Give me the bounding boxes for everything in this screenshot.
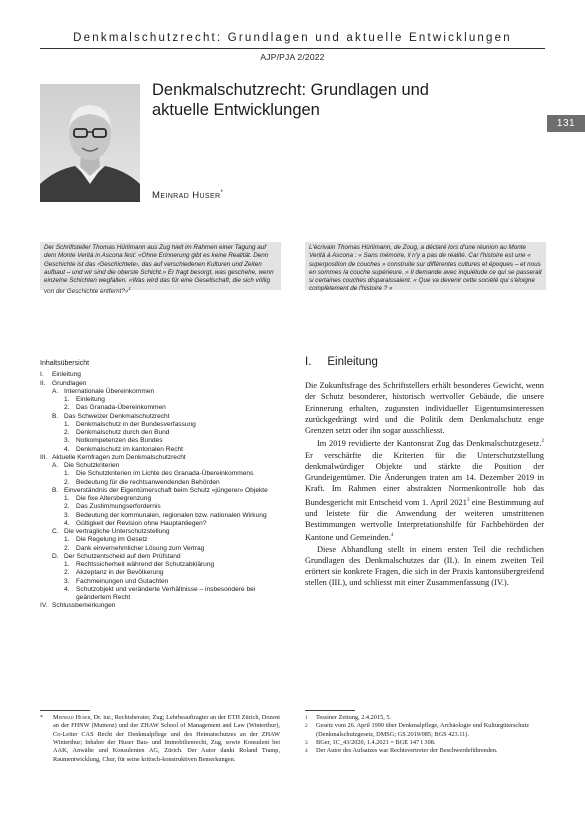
toc-item <box>40 561 290 569</box>
footnote-number: 4 <box>305 748 308 755</box>
toc-item-number: 1. <box>64 536 70 544</box>
toc-item <box>40 536 290 544</box>
author-footnote-text: , Dr. iur., Rechtsberater, Zug; Lehrbeauftragter an der ETH Zürich, Dozent an der FHNW (Muttenz) und der ZHAW School of Management and Law (Winterthur), Co-Leiter CAS Recht der Denkmalpflege und des Heimatschutzes an der ZHAW Winterthur; Inhaber der Huser Bau- und Immobilienrecht, Zug, sowie Konsulent bei AAK, Anwälte und Konsulenten AG, Zürich. Der Autor dankt Roland Tramp, Raumentwicklung, Chur, für seine kritisch-konstruktiven Bemerkungen. <box>53 714 280 763</box>
toc-item <box>40 503 290 511</box>
abstract-german-footnote-mark: 1 <box>128 286 131 292</box>
toc-item <box>40 404 290 412</box>
toc-item-label: Die fixe Altersbegrenzung <box>76 495 152 502</box>
section-heading <box>305 356 378 368</box>
toc-item <box>40 437 290 445</box>
toc-item <box>40 462 290 470</box>
author-byline <box>152 190 223 201</box>
toc-item-number: B. <box>52 412 59 420</box>
toc-item-number: III. <box>40 453 48 461</box>
toc-item-number: 1. <box>64 495 70 502</box>
toc-item <box>40 380 290 388</box>
toc-item <box>40 413 290 421</box>
toc-item <box>40 446 290 454</box>
author-name: Meinrad Huser <box>152 190 221 202</box>
author-portrait-image <box>40 84 140 202</box>
toc-item-number: 3. <box>64 437 70 445</box>
toc-item-label: Denkmalschutz in der Bundesverfassung <box>76 420 196 428</box>
toc-item-label: Rechtssicherheit während der Schutzabklärung <box>76 561 215 568</box>
author-portrait <box>40 84 140 202</box>
toc-item-label: Die vertragliche Unterschutzstellung <box>64 528 170 535</box>
abstract-french-text: L'écrivain Thomas Hürlimann, de Zoug, a déclaré lors d'une réunion au Monte Verità à Ascona : « Sans mémoire, il n'y a pas de réalité. Car l'histoire est une « superposition de couches » construite sur différentes cultures et époques – et nous en sommes la couche supérieure. » Il demande avec inquiétude ce qui se passerait si certaines couches disparaissaient. « Que va devenir cette société qui s'éloigne complètement de l'histoire ? » <box>309 244 542 293</box>
toc-item-label: Denkmalschutz durch den Bund <box>76 429 170 436</box>
toc-item-label: Einleitung <box>52 371 81 379</box>
toc-item-label: Akzeptanz in der Bevölkerung <box>76 569 164 577</box>
toc-item-number: C. <box>52 528 59 535</box>
toc-item-label: Einleitung <box>76 396 105 403</box>
footnote-number: 1 <box>305 715 308 721</box>
section-number: I. <box>305 356 312 368</box>
toc-item-label: Gültigkeit der Revision ohne Hauptanliegen? <box>76 519 207 527</box>
toc-item-number: IV. <box>40 602 48 610</box>
abstract-german <box>40 242 281 296</box>
toc-item-label: Die Schutzkriterien <box>64 462 120 469</box>
footnote-number: 2 <box>305 723 308 730</box>
footnote-text: Gesetz vom 26. April 1990 über Denkmalpflege, Archäologie und Kulturgüterschutz (Denkmalschutzgesetz, DMSG; GS 2019/085; BGS 423.11). <box>316 722 530 738</box>
author-footnote-body <box>53 714 280 764</box>
toc-item <box>40 545 290 553</box>
toc-item-label: Die Regelung im Gesetz <box>76 536 148 544</box>
toc-item-number: 2. <box>64 544 70 552</box>
toc-item-number: II. <box>40 379 46 387</box>
toc-item-label: Dank einvernehmlicher Lösung zum Vertrag <box>76 544 205 552</box>
toc-item-label: Fachmeinungen und Gutachten <box>76 577 169 585</box>
body-text-run: Im 2019 revidierte der Kantonsrat Zug das Denkmalschutzgesetz. <box>317 439 542 449</box>
toc-item-number: 4. <box>64 519 70 527</box>
toc-item-number: 4. <box>64 585 70 593</box>
toc-item-number: 1. <box>64 470 70 478</box>
toc-item <box>40 388 290 396</box>
toc-item-label: Aktuelle Kernfragen zum Denkmalschutzrecht <box>52 453 186 461</box>
toc-item-label: Notkompetenzen des Bundes <box>76 437 163 445</box>
toc-item <box>40 553 290 561</box>
footnote-text: Der Autor des Aufsatzes war Rechtsvertreter der Beschwerdeführenden. <box>316 747 498 755</box>
toc-item-number: I. <box>40 371 44 379</box>
footnote-number: 3 <box>305 740 308 747</box>
toc-item <box>40 487 290 495</box>
toc-item <box>40 454 290 462</box>
toc-item-number: 1. <box>64 420 70 428</box>
toc-item-label: Internationale Übereinkommen <box>64 387 155 395</box>
toc-list <box>40 371 290 610</box>
author-footnote <box>40 714 280 764</box>
abstract-german-text: Der Schriftsteller Thomas Hürlimann aus Zug hielt im Rahmen einer Tagung auf dem Monte Verità in Ascona fest: «Ohne Erinnerung gibt es keine Realität. Denn Geschichte ist das ‹Geschichtete›, das auf verschiedenen Kulturen und Zeiten aufbaut – und wir sind die oberste Schicht.» Er fragt besorgt, was geschehe, wenn einzelne Schichten wegfallen. «Was wird das für eine Gesellschaft, die sich völlig von der Geschichte entfernt?» <box>44 244 274 296</box>
footnote-reference: 4 <box>390 533 394 539</box>
footnote-text: BGer, 1C_43/2020, 1.4.2021 = BGE 147 I 308. <box>316 739 436 747</box>
body-paragraph <box>305 436 544 543</box>
running-head: Denkmalschutzrecht: Grundlagen und aktuelle Entwicklungen <box>73 32 512 44</box>
footnote-text: Tessiner Zeitung, 2.4.2015, 5. <box>316 714 392 721</box>
toc-item-label: Der Schutzentscheid auf dem Prüfstand <box>64 552 181 560</box>
toc-item <box>40 569 290 577</box>
footnote-reference: 3 <box>466 497 470 503</box>
journal-reference: AJP/PJA 2/2022 <box>260 52 325 62</box>
toc-item <box>40 371 290 379</box>
toc-item-label: Die Schutzkriterien im Lichte des Granada-Übereinkommens <box>76 470 254 478</box>
body-text <box>305 380 544 589</box>
header-rule <box>40 48 545 49</box>
toc-item <box>40 421 290 429</box>
toc-item-number: 2. <box>64 478 70 486</box>
toc-item-label: Das Schweizer Denkmalschutzrecht <box>64 412 170 420</box>
toc-item-number: 1. <box>64 396 70 403</box>
body-text-run: Er verschärfte die Kriterien für die Unterschutzstellung denkmalwürdiger Objekte und stärkte die Position der Grundeigentümer. Die Änderungen traten am 14. Dezember 2019 in Kraft. Im Rahmen einer abstrakten Normenkontrolle hob das Bundesgericht mit Entscheid vom 1. April 2021 <box>305 450 544 507</box>
footnote <box>305 739 545 747</box>
abstract-french <box>305 242 546 293</box>
toc-item <box>40 429 290 437</box>
toc-item-number: D. <box>52 552 59 560</box>
toc-item-number: 2. <box>64 404 70 412</box>
footnotes <box>305 714 545 756</box>
article-title: Denkmalschutzrecht: Grundlagen und aktuelle Entwicklungen <box>152 81 429 119</box>
toc-item-number: 2. <box>64 429 70 436</box>
body-text-run: eine Bestimmung auf und leistete für die Anwendung der weiteren umstrittenen Bestimmungen wertvolle Interpretationshilfe für Fachbehörden der Kantone und Gemeinden. <box>305 497 544 543</box>
toc-item-label: Denkmalschutz im kantonalen Recht <box>76 445 184 453</box>
toc-item-label: Bedeutung der kommunalen, regionalen bzw. nationalen Wirkung <box>76 511 267 519</box>
toc-item <box>40 528 290 536</box>
footnote-reference: 2 <box>541 439 544 445</box>
toc-item <box>40 495 290 503</box>
toc-item <box>40 578 290 586</box>
toc-item-label: Einverständnis der Eigentümerschaft beim Schutz «jüngerer» Objekte <box>64 486 268 494</box>
toc-item <box>40 602 290 610</box>
toc-item <box>40 470 290 478</box>
toc-item-number: 3. <box>64 577 70 585</box>
toc-item-number: 1. <box>64 561 70 568</box>
toc-item-number: A. <box>52 462 59 469</box>
footnote-rule-left <box>40 710 90 711</box>
footnote <box>305 714 545 722</box>
toc-item-number: A. <box>52 387 59 395</box>
footnote-rule-right <box>305 710 355 711</box>
body-paragraph: Die Zukunftsfrage des Schriftstellers erhält besonderes Gewicht, wenn der Schutz besonderer, historisch wertvoller Gebäude, die unsere Erinnerung erhalten, zugunsten individueller Eigentumsinteressen zurückgedrängt wird und die Politik dem Denkmalschutz enge Grenzen setzt oder ihn sogar ausschliesst. <box>305 381 544 436</box>
page-number-tab: 131 <box>547 115 585 132</box>
toc-item-label: Schutzobjekt und veränderte Verhältnisse – insbesondere bei geändertem Recht <box>76 585 256 601</box>
toc-item <box>40 479 290 487</box>
toc-item <box>40 512 290 520</box>
section-title: Einleitung <box>327 356 378 368</box>
toc-item-number: 2. <box>64 569 70 577</box>
toc-item-number: B. <box>52 486 59 494</box>
toc-item <box>40 586 290 603</box>
toc-item-number: 2. <box>64 503 70 511</box>
toc-item-label: Das Zustimmungserfordernis <box>76 503 161 511</box>
toc-item-label: Bedeutung für die rechtsanwendenden Behörden <box>76 478 220 486</box>
footnote <box>305 747 545 755</box>
author-footnote-marker: * <box>40 715 43 721</box>
table-of-contents <box>40 360 290 611</box>
toc-item <box>40 396 290 404</box>
toc-title: Inhaltsübersicht <box>40 360 90 367</box>
author-footnote-mark: * <box>220 190 224 196</box>
toc-item-label: Schlussbemerkungen <box>52 602 116 610</box>
toc-item-label: Grundlagen <box>52 379 87 387</box>
toc-item-number: 3. <box>64 511 70 519</box>
toc-item-label: Das Granada-Übereinkommen <box>76 404 166 412</box>
author-footnote-name: Meinrad Huser <box>53 714 91 721</box>
body-paragraph: Diese Abhandlung stellt in einem ersten Teil die rechtlichen Grundlagen des Denkmalschutzes dar (II.). In einem zweiten Teil erörtert sie konkrete Fragen, die sich in der Praxis kantonsübergreifend stellen (III.), und schliesst mit einer Zusammenfassung (IV.). <box>305 544 544 588</box>
toc-item-number: 4. <box>64 445 70 453</box>
footnote <box>305 722 545 739</box>
toc-item <box>40 520 290 528</box>
